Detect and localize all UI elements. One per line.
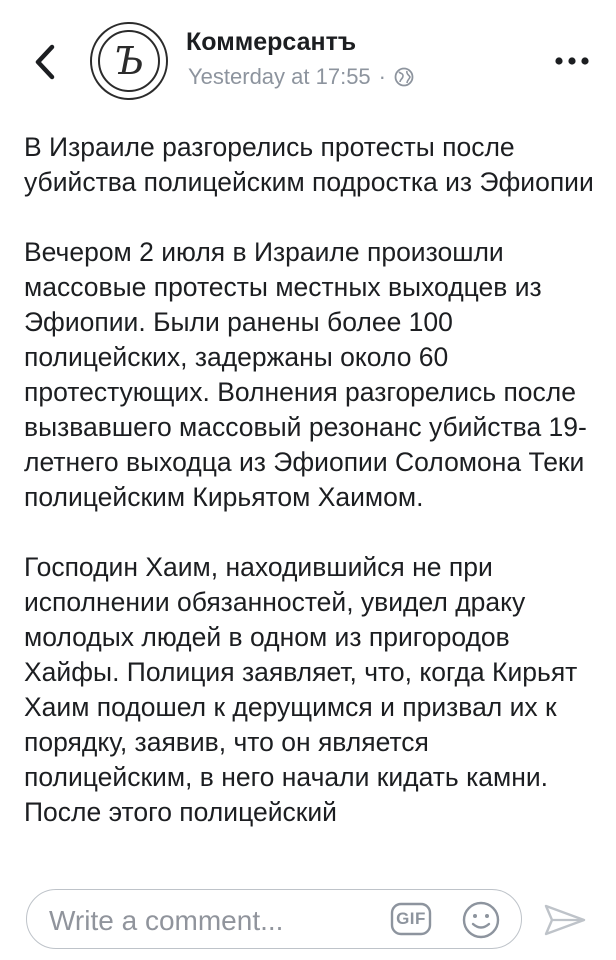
post-meta [188, 64, 414, 90]
comment-composer [0, 872, 616, 960]
send-button[interactable] [540, 900, 590, 940]
post-paragraph: Вечером 2 июля в Израиле произошли массовые протесты местных выходцев из Эфиопии. Были ранены более 100 полицейских, задержаны около 60 протестующих. Волнения разгорелись после вызвавшего массовый резонанс убийства 19-летнего выходца из Эфиопии Соломона Теки полицейским Кирьятом Хаимом. [24, 237, 587, 512]
gif-label: GIF [396, 909, 426, 928]
post-header [0, 0, 616, 110]
meta-separator: · [378, 64, 386, 89]
back-button[interactable] [22, 36, 68, 88]
comment-placeholder: Write a comment... [49, 905, 284, 936]
send-icon [542, 902, 588, 938]
post-paragraph: В Израиле разгорелись протесты после убийства полицейским подростка из Эфиопии [24, 132, 594, 197]
page-name[interactable]: Коммерсантъ [186, 28, 357, 56]
comment-input[interactable] [26, 889, 522, 949]
post-text [24, 130, 596, 872]
page-avatar[interactable] [90, 22, 168, 100]
more-options-button[interactable] [548, 46, 596, 76]
more-dots-icon [554, 56, 590, 66]
post-timestamp[interactable]: Yesterday at 17:55 [188, 64, 371, 89]
chevron-left-icon [34, 44, 56, 80]
emoji-button[interactable] [459, 898, 503, 942]
post-paragraph: Господин Хаим, находившийся не при исполнении обязанностей, увидел драку молодых людей в одном из пригородов Хайфы. Полиция заявляет, что, когда Кирьят Хаим подошел к дерущимся и призвал их к порядку, заявив, что он является полицейским, в него начали кидать камни. После этого полицейский [24, 552, 578, 827]
avatar-logo: Ъ [113, 39, 145, 83]
gif-button[interactable] [389, 900, 433, 938]
globe-icon [394, 67, 414, 87]
smiley-icon [461, 900, 501, 940]
avatar-inner-ring [98, 30, 160, 92]
